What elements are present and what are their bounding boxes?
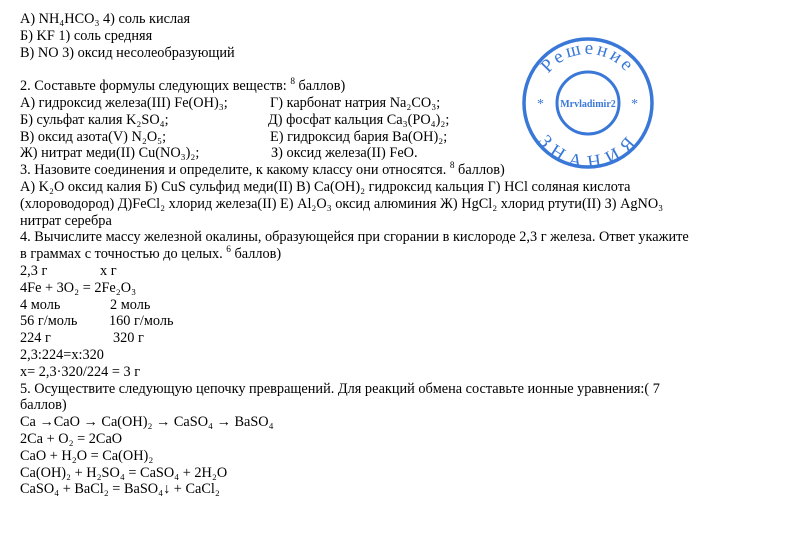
question-3-heading: 3. Назовите соединения и определите, к какому классу они относятся. $^8$ баллов) (20, 161, 505, 179)
calc-mol-oxide: 2 моль (110, 296, 151, 313)
q2-item-zh: Ж) нитрат меди(II) Cu(NO₃)₂; (20, 145, 200, 162)
q3-answer-line-2: (хлороводород) Д)FeCl₂ хлорид железа(II) Е) Al₂O₃ оксид алюминия Ж) HgCl₂ хлорид ртути(II) З) AgNO₃ (20, 195, 664, 212)
question-2-heading: 2. Составьте формулы следующих веществ: $^8$ баллов) (20, 77, 346, 95)
answer-line-a: А) NH₄HCO₃ 4) соль кислая (20, 11, 191, 27)
q2-item-v: В) оксид азота(V) N₂O₅; (20, 128, 167, 145)
reaction-1: 2Ca + O₂ = 2CaO (20, 430, 123, 447)
q2-row-4 (20, 145, 780, 162)
calc-molar-oxide: 160 г/моль (109, 313, 174, 330)
q3-answer-line-3: нитрат серебра (20, 212, 112, 229)
document-body (20, 11, 780, 498)
stamp-star-left: * (537, 97, 544, 112)
calc-mass-x: х г (100, 262, 117, 279)
q2-row-2 (20, 112, 780, 129)
calc-row-3 (20, 297, 780, 314)
calc-result: х= 2,3·320/224 = 3 г (20, 363, 141, 380)
q2-row-1 (20, 95, 780, 112)
q2-item-z: З) оксид железа(II) FeO. (271, 145, 418, 162)
q2-item-a: А) гидроксид железа(III) Fe(OH)₃; (20, 94, 228, 111)
reaction-4: CaSO₄ + BaCl₂ = BaSO₄↓ + CaCl₂ (20, 481, 220, 498)
calc-proportion: 2,3:224=х:320 (20, 346, 104, 363)
stamp-bottom-text: ЗНАНИЯ (534, 131, 642, 170)
calc-mass-fe: 2,3 г (20, 262, 48, 279)
stamp-center-text: Mrvladimir2 (560, 99, 616, 110)
stamp-seal (521, 36, 655, 170)
reaction-2: CaO + H₂O = Ca(OH)₂ (20, 447, 154, 464)
stamp-top-text: Решение (536, 37, 640, 78)
q2-item-b: Б) сульфат калия K₂SO₄; (20, 111, 169, 128)
calc-total-fe: 224 г (20, 330, 51, 347)
reaction-chain: Ca →CaO → Ca(OH)₂ → CaSO₄ → BaSO₄ (20, 414, 274, 431)
calc-molar-fe: 56 г/моль (20, 313, 78, 330)
question-5-line-1: 5. Осуществите следующую цепочку превращений. Для реакций обмена составьте ионные уравнения:( 7 (20, 380, 660, 397)
answer-line-b: Б) KF 1) соль средняя (20, 27, 153, 44)
question-4-line-1: 4. Вычислите массу железной окалины, образующейся при сгорании в кислороде 2,3 г железа. Ответ укажите (20, 229, 689, 246)
q3-answer-line-1: А) K₂O оксид калия Б) CuS сульфид меди(II) В) Ca(OH)₂ гидроксид кальция Г) HCl соляная кислота (20, 178, 631, 195)
calc-mol-fe: 4 моль (20, 296, 61, 313)
calc-total-oxide: 320 г (113, 330, 144, 347)
question-4-line-2: в граммах с точностью до целых. $^6$ баллов) (20, 245, 282, 263)
calc-equation: 4Fe + 3O₂ = 2Fe₂O₃ (20, 279, 137, 296)
stamp-star-right: * (631, 97, 638, 112)
question-5-line-2: баллов) (20, 397, 67, 414)
calc-row-5 (20, 330, 780, 347)
q2-item-d: Д) фосфат кальция Ca₃(PO₄)₂; (268, 111, 450, 128)
answer-line-v: В) NO 3) оксид несолеобразующий (20, 44, 235, 61)
q2-item-e: Е) гидроксид бария Ba(OH)₂; (270, 128, 448, 145)
q2-row-3 (20, 129, 780, 146)
calc-row-4 (20, 313, 780, 330)
q2-item-g: Г) карбонат натрия Na₂CO₃; (270, 94, 441, 111)
calc-row-1 (20, 263, 780, 280)
reaction-3: Ca(OH)₂ + H₂SO₄ = CaSO₄ + 2H₂O (20, 464, 228, 481)
